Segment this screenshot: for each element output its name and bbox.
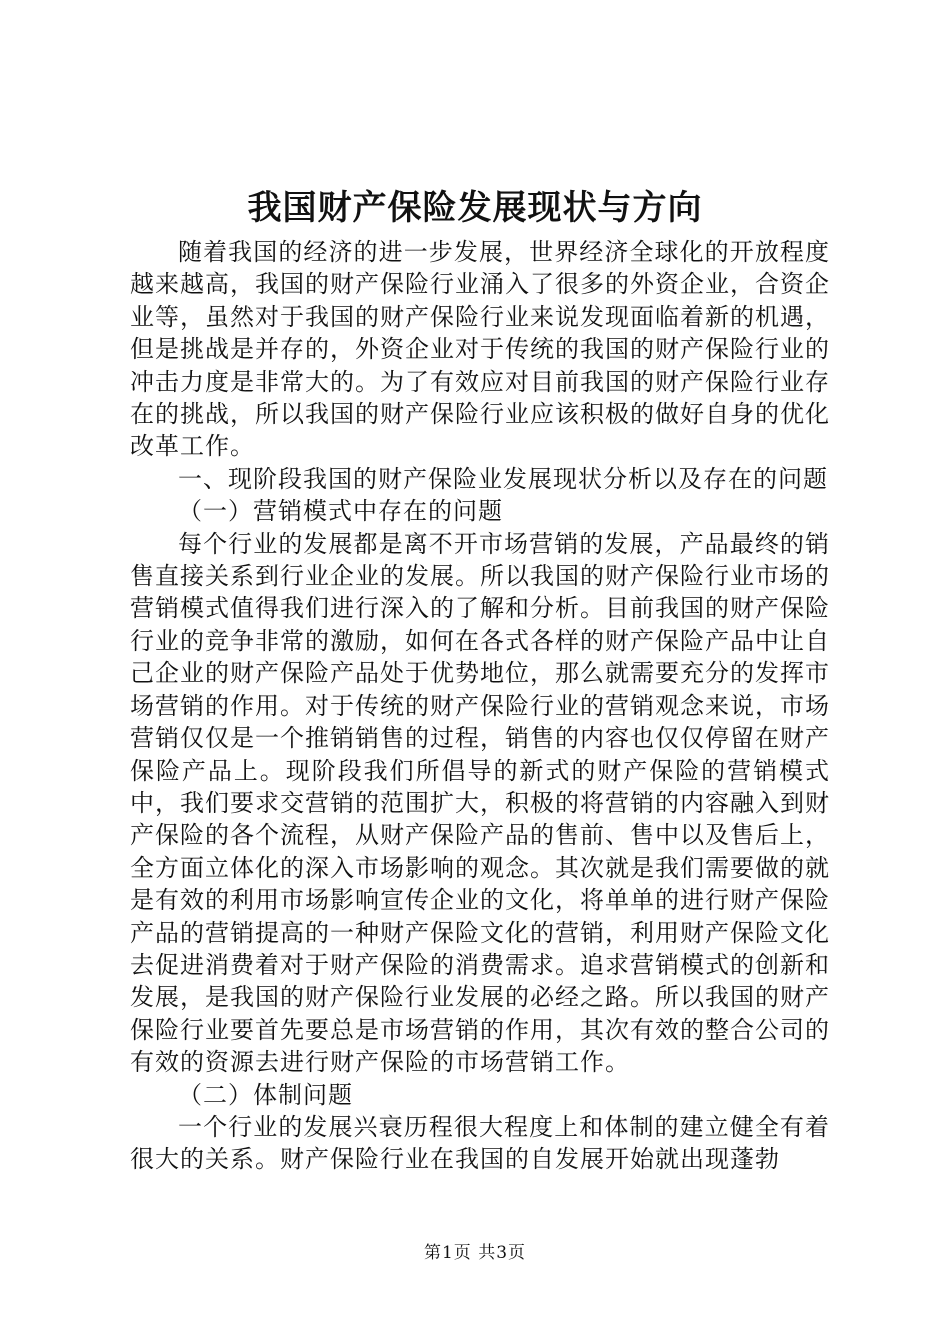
subsection-heading-1: （一）营销模式中存在的问题 xyxy=(178,497,503,526)
page-footer: 第1页 共3页 xyxy=(423,1243,527,1263)
marketing-paragraph: 每个行业的发展都是离不开市场营销的发展，产品最终的销售直接关系到行业企业的发展。所以我国的财产保险行业市场的营销模式值得我们进行深入的了解和分析。目前我国的财产保险行业的竞争非常的激励，如何在各式各样的财产保险产品中让自己企业的财产保险产品处于优势地位，那么就需要充分的发挥市场营销的作用。对于传统的财产保险行业的营销观念来说，市场营销仅仅是一个推销销售的过程，销售的内容也仅仅停留在财产保险产品上。现阶段我们所倡导的新式的财产保险的营销模式中，我们要求交营销的范围扩大，积极的将营销的内容融入到财产保险的各个流程，从财产保险产品的售前、售中以及售后上，全方面立体化的深入市场影响的观念。其次就是我们需要做的就是有效的利用市场影响宣传企业的文化，将单单的进行财产保险产品的营销提高的一种财产保险文化的营销，利用财产保险文化去促进消费着对于财产保险的消费需求。追求营销模式的创新和发展，是我国的财产保险行业发展的必经之路。所以我国的财产保险行业要首先要总是市场营销的作用，其次有效的整合公司的有效的资源去进行财产保险的市场营销工作。 xyxy=(130,529,830,1077)
document-body xyxy=(130,236,830,1176)
document-title: 我国财产保险发展现状与方向 xyxy=(247,188,703,228)
intro-paragraph: 随着我国的经济的进一步发展，世界经济全球化的开放程度越来越高，我国的财产保险行业涌入了很多的外资企业，合资企业等，虽然对于我国的财产保险行业来说发现面临着新的机遇，但是挑战是并存的，外资企业对于传统的我国的财产保险行业的冲击力度是非常大的。为了有效应对目前我国的财产保险行业存在的挑战，所以我国的财产保险行业应该积极的做好自身的优化改革工作。 xyxy=(130,238,830,461)
section-heading-1: 一、现阶段我国的财产保险业发展现状分析以及存在的问题 xyxy=(178,464,828,493)
subsection-heading-2: （二）体制问题 xyxy=(178,1080,353,1109)
system-paragraph: 一个行业的发展兴衰历程很大程度上和体制的建立健全有着很大的关系。财产保险行业在我国的自发展开始就出现蓬勃 xyxy=(130,1112,830,1174)
